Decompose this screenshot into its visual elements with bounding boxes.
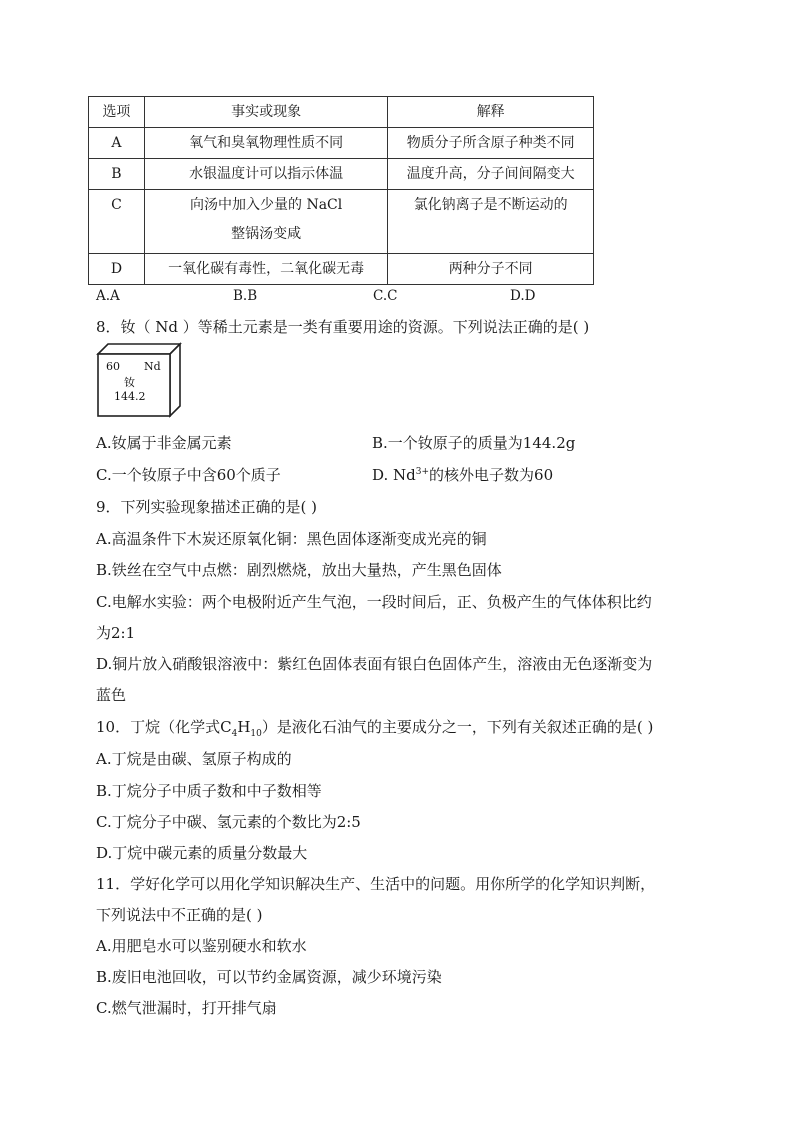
header-fact: 事实或现象 [144,97,388,128]
q10-stem-pre: 10．丁烷（化学式C [96,718,232,736]
q10-option-b: B.丁烷分子中质子数和中子数相等 [96,782,322,800]
row-option: A [89,128,145,159]
element-card-nd [96,342,182,418]
table-row [89,128,594,159]
q10-option-a: A.丁烷是由碳、氢原子构成的 [96,750,292,768]
element-card-outline-icon [96,342,182,418]
row-option: D [89,254,145,285]
row-fact-line2: 整锅汤变咸 [231,226,302,242]
element-symbol: Nd [144,360,161,373]
row-explain: 氯化钠离子是不断运动的 [388,190,594,254]
q10-sub-hydrogen: 10 [250,729,262,739]
q11-option-a: A.用肥皂水可以鉴别硬水和软水 [96,937,307,955]
row-explain: 物质分子所含原子种类不同 [388,128,594,159]
q8-option-d-pre: D. Nd [372,466,416,484]
element-mass: 144.2 [114,390,146,403]
table-row [89,159,594,190]
row-explain: 两种分子不同 [388,254,594,285]
q9-option-b: B.铁丝在空气中点燃：剧烈燃烧，放出大量热，产生黑色固体 [96,561,502,579]
table-header-row [89,97,594,128]
q8-option-c: C.一个钕原子中含60个质子 [96,466,281,484]
q9-option-d-line1: D.铜片放入硝酸银溶液中：紫红色固体表面有银白色固体产生，溶液由无色逐渐变为 [96,655,653,673]
q10-stem-h: H [237,718,251,736]
row-option: C [89,190,145,254]
q10-option-d: D.丁烷中碳元素的质量分数最大 [96,844,308,862]
q11-stem-line2: 下列说法中不正确的是( ) [96,906,263,924]
q8-option-d-post: 的核外电子数为60 [429,466,554,484]
q8-stem: 8．钕（ Nd ）等稀土元素是一类有重要用途的资源。下列说法正确的是( ) [96,318,590,336]
row-explain: 温度升高，分子间间隔变大 [388,159,594,190]
q7-option-b: B.B [233,288,258,304]
q7-option-c: C.C [373,288,398,304]
q9-option-a: A.高温条件下木炭还原氧化铜：黑色固体逐渐变成光亮的铜 [96,530,487,548]
q9-option-c-line2: 为2:1 [96,624,136,642]
row-fact [144,190,388,254]
q10-option-c: C.丁烷分子中碳、氢元素的个数比为2:5 [96,813,361,831]
q9-stem: 9．下列实验现象描述正确的是( ) [96,498,318,516]
q9-option-c-line1: C.电解水实验：两个电极附近产生气泡，一段时间后，正、负极产生的气体体积比约 [96,593,652,611]
q10-stem [96,716,653,737]
q10-stem-post: ）是液化石油气的主要成分之一，下列有关叙述正确的是( ) [261,718,654,736]
table-row [89,190,594,254]
row-fact: 氧气和臭氧物理性质不同 [144,128,388,159]
q8-option-d [372,464,553,485]
row-fact: 水银温度计可以指示体温 [144,159,388,190]
row-option: B [89,159,145,190]
header-option: 选项 [89,97,145,128]
q8-option-d-charge: 3+ [415,467,430,477]
q11-stem-line1: 11．学好化学可以用化学知识解决生产、生活中的问题。用你所学的化学知识判断， [96,875,656,893]
q7-option-d: D.D [510,288,536,304]
row-fact: 一氧化碳有毒性，二氧化碳无毒 [144,254,388,285]
element-number: 60 [106,360,120,373]
q8-option-b: B.一个钕原子的质量为144.2g [372,434,576,452]
facts-table [88,96,594,285]
q9-option-d-line2: 蓝色 [96,686,127,704]
q8-option-a: A.钕属于非金属元素 [96,434,232,452]
q10-sub-carbon: 4 [231,729,238,739]
element-name: 钕 [124,376,135,389]
q11-option-b: B.废旧电池回收，可以节约金属资源，减少环境污染 [96,968,442,986]
row-fact-line1: 向汤中加入少量的 NaCl [190,197,343,213]
header-explain: 解释 [388,97,594,128]
q11-option-c: C.燃气泄漏时，打开排气扇 [96,999,277,1017]
q7-option-a: A.A [96,288,120,304]
table-row [89,254,594,285]
